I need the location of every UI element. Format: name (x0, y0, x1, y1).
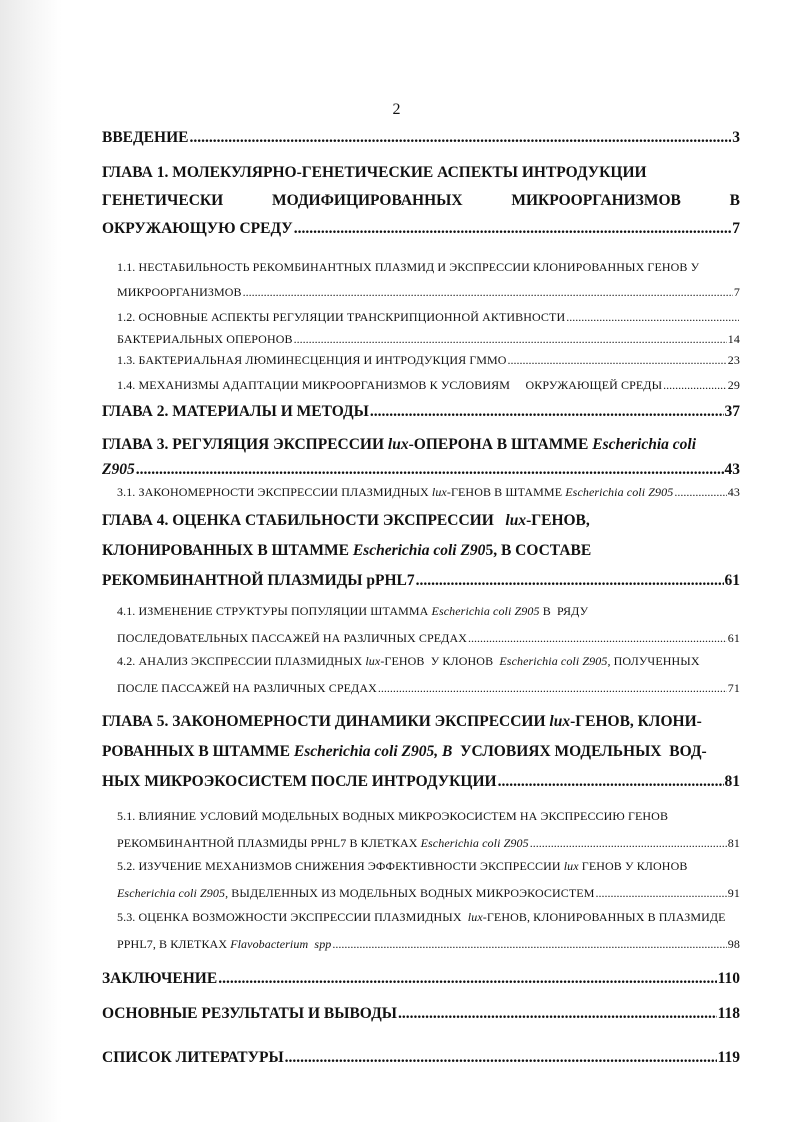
toc-page: 118 (717, 1005, 740, 1022)
toc-page: 43 (724, 461, 740, 478)
toc-page: 7 (732, 220, 740, 237)
toc-page: 81 (727, 836, 740, 850)
toc-page: 23 (727, 353, 740, 367)
toc-entry-chapter-4[interactable]: ГЛАВА 4. ОЦЕНКА СТАБИЛЬНОСТИ ЭКСПРЕССИИ lux-ГЕНОВ, КЛОНИРОВАННЫХ В ШТАММЕ Escherichia coli Z905, В СОСТАВЕ РЕКОМБИНАНТНОЙ ПЛАЗМИДЫ pPHL7 ..... 61 (102, 506, 740, 596)
toc-entry-section-4-1[interactable]: 4.1. ИЗМЕНЕНИЕ СТРУКТУРЫ ПОПУЛЯЦИИ ШТАММА Escherichia coli Z905 В РЯДУ ПОСЛЕДОВАТЕЛЬНЫХ ПАССАЖЕЙ НА РАЗЛИЧНЫХ СРЕДАХ ..... 61 (117, 598, 740, 652)
toc-entry-section-4-2[interactable]: 4.2. АНАЛИЗ ЭКСПРЕССИИ ПЛАЗМИДНЫХ lux-ГЕНОВ У КЛОНОВ Escherichia coli Z905, ПОЛУЧЕННЫХ ПОСЛЕ ПАССАЖЕЙ НА РАЗЛИЧНЫХ СРЕДАХ ..... 71 (117, 648, 740, 702)
toc-page: 37 (724, 403, 740, 420)
toc-entry-section-1-3[interactable]: 1.3. БАКТЕРИАЛЬНАЯ ЛЮМИНЕСЦЕНЦИЯ И ИНТРОДУКЦИЯ ГММО ..... 23 (117, 348, 740, 373)
toc-page: 14 (727, 332, 740, 346)
toc-entry-section-5-2[interactable]: 5.2. ИЗУЧЕНИЕ МЕХАНИЗМОВ СНИЖЕНИЯ ЭФФЕКТИВНОСТИ ЭКСПРЕССИИ lux ГЕНОВ У КЛОНОВ Escherichia coli Z905, ВЫДЕЛЕННЫХ ИЗ МОДЕЛЬНЫХ ВОДНЫХ МИКРОЭКОСИСТЕМ ..... 91 (117, 853, 740, 907)
scan-shadow (0, 0, 62, 1122)
toc-entry-section-5-1[interactable]: 5.1. ВЛИЯНИЕ УСЛОВИЙ МОДЕЛЬНЫХ ВОДНЫХ МИКРОЭКОСИСТЕМ НА ЭКСПРЕССИЮ ГЕНОВ РЕКОМБИНАНТНОЙ ПЛАЗМИДЫ PPHL7 В КЛЕТКАХ Escherichia coli Z905 ..... 81 (117, 803, 740, 857)
toc-entry-chapter-1[interactable]: ГЛАВА 1. МОЛЕКУЛЯРНО-ГЕНЕТИЧЕСКИЕ АСПЕКТЫ ИНТРОДУКЦИИ ГЕНЕТИЧЕСКИ МОДИФИЦИРОВАННЫХ МИКРООРГАНИЗМОВ В ОКРУЖАЮЩУЮ СРЕДУ ..... 7 (102, 159, 740, 243)
toc-entry-section-1-4[interactable]: 1.4. МЕХАНИЗМЫ АДАПТАЦИИ МИКРООРГАНИЗМОВ К УСЛОВИЯМ ОКРУЖАЮЩЕЙ СРЕДЫ ..... 29 (117, 373, 740, 398)
toc-page: 43 (727, 485, 740, 499)
toc-entry-chapter-2[interactable]: ГЛАВА 2. МАТЕРИАЛЫ И МЕТОДЫ ..... 37 (102, 398, 740, 426)
toc-page: 71 (727, 681, 740, 695)
toc-page: 98 (727, 937, 740, 951)
toc-page: 3 (732, 129, 740, 146)
toc-page: 61 (727, 631, 740, 645)
toc-page: 29 (727, 378, 740, 392)
toc-entry-section-1-2[interactable]: 1.2. ОСНОВНЫЕ АСПЕКТЫ РЕГУЛЯЦИИ ТРАНСКРИПЦИОННОЙ АКТИВНОСТИ ..... БАКТЕРИАЛЬНЫХ ОПЕРОНОВ ..... 14 (117, 305, 740, 349)
page-number: 2 (392, 101, 401, 118)
toc-entry-conclusion[interactable]: ЗАКЛЮЧЕНИЕ ..... 110 (102, 965, 740, 993)
toc-page: 91 (727, 886, 740, 900)
toc-entry-section-5-3[interactable]: 5.3. ОЦЕНКА ВОЗМОЖНОСТИ ЭКСПРЕССИИ ПЛАЗМИДНЫХ lux-ГЕНОВ, КЛОНИРОВАННЫХ В ПЛАЗМИДЕ PPHL7, В КЛЕТКАХ Flavobacterium spp ..... 98 (117, 904, 740, 958)
toc-entry-chapter-5[interactable]: ГЛАВА 5. ЗАКОНОМЕРНОСТИ ДИНАМИКИ ЭКСПРЕССИИ lux-ГЕНОВ, КЛОНИ- РОВАННЫХ В ШТАММЕ Escherichia coli Z905, В УСЛОВИЯХ МОДЕЛЬНЫХ ВОД- НЫХ МИКРОЭКОСИСТЕМ ПОСЛЕ ИНТРОДУКЦИИ ..... 81 (102, 707, 740, 797)
toc-page: 119 (717, 1049, 740, 1066)
toc-page: 81 (724, 773, 740, 790)
toc-page: 61 (724, 572, 740, 589)
toc-entry-intro[interactable]: ВВЕДЕНИЕ ..... 3 (102, 124, 740, 152)
toc-page: 7 (733, 285, 740, 299)
toc-entry-section-3-1[interactable]: 3.1. ЗАКОНОМЕРНОСТИ ЭКСПРЕССИИ ПЛАЗМИДНЫХ lux-ГЕНОВ В ШТАММЕ Escherichia coli Z905 ..... 43 (117, 480, 740, 505)
toc-entry-section-1-1[interactable]: 1.1. НЕСТАБИЛЬНОСТЬ РЕКОМБИНАНТНЫХ ПЛАЗМИД И ЭКСПРЕССИИ КЛОНИРОВАННЫХ ГЕНОВ У МИКРООРГАНИЗМОВ ..... 7 (117, 255, 740, 305)
toc-page: 110 (717, 970, 740, 987)
toc-entry-references[interactable]: СПИСОК ЛИТЕРАТУРЫ ..... 119 (102, 1044, 740, 1072)
toc-entry-results[interactable]: ОСНОВНЫЕ РЕЗУЛЬТАТЫ И ВЫВОДЫ ..... 118 (102, 1000, 740, 1028)
toc-entry-chapter-3[interactable]: ГЛАВА 3. РЕГУЛЯЦИЯ ЭКСПРЕССИИ lux-ОПЕРОНА В ШТАММЕ Escherichia coli Z905 ..... 43 (102, 434, 740, 484)
